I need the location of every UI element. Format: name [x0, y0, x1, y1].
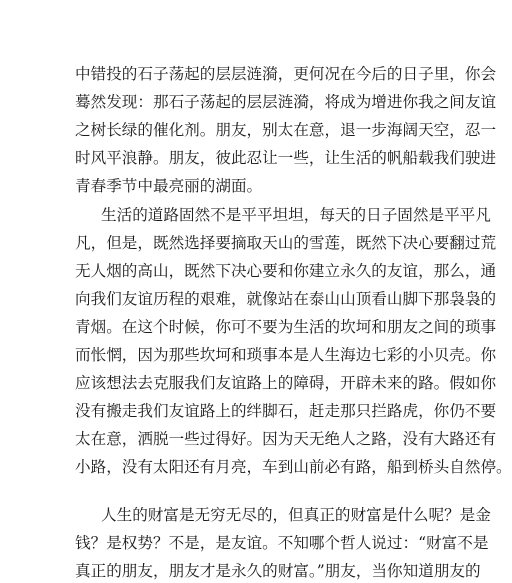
paragraph-1-line-2: 蓦然发现：那石子荡起的层层涟漪，将成为增进你我之间友谊 [75, 93, 497, 111]
paragraph-3-line-3: 真正的朋友，朋友才是永久的财富。”朋友，当你知道朋友的 [75, 562, 481, 580]
paragraph-2-line-2: 凡，但是，既然选择要摘取天山的雪莲，既然下决心要翻过荒 [75, 234, 497, 252]
paragraph-1-line-5: 青春季节中最亮丽的湖面。 [75, 177, 263, 195]
paragraph-2-line-5: 青烟。在这个时候，你可不要为生活的坎坷和朋友之间的琐事 [75, 318, 497, 336]
paragraph-2-line-10: 小路，没有太阳还有月亮，车到山前必有路，船到桥头自然停。 [75, 458, 512, 476]
paragraph-2-line-3: 无人烟的高山，既然下决心要和你建立永久的友谊，那么，通 [75, 262, 497, 280]
paragraph-1-line-1: 中错投的石子荡起的层层涟漪，更何况在今后的日子里，你会 [75, 65, 497, 83]
paragraph-2-line-7: 应该想法去克服我们友谊路上的障碍，开辟未来的路。假如你 [75, 374, 497, 392]
paragraph-3-line-2: 钱？是权势？不是，是友谊。不知哪个哲人说过：“财富不是 [75, 534, 489, 552]
paragraph-2-line-9: 太在意，洒脱一些过得好。因为天无绝人之路，没有大路还有 [75, 430, 497, 448]
paragraph-2-line-8: 没有搬走我们友谊路上的绊脚石，赶走那只拦路虎，你仍不要 [75, 402, 497, 420]
paragraph-2-line-1: 生活的道路固然不是平平坦坦，每天的日子固然是平平凡 [101, 206, 491, 224]
paragraph-1-line-3: 之树长绿的催化剂。朋友，别太在意，退一步海阔天空，忍一 [75, 121, 497, 139]
paragraph-1-line-4: 时风平浪静。朋友，彼此忍让一些，让生活的帆船载我们驶进 [75, 149, 497, 167]
paragraph-2-line-6: 而怅惘，因为那些坎坷和琐事本是人生海边七彩的小贝壳。你 [75, 346, 497, 364]
paragraph-2-line-4: 向我们友谊历程的艰难，就像站在泰山山顶看山脚下那袅袅的 [75, 290, 497, 308]
paragraph-3-line-1: 人生的财富是无穷无尽的，但真正的财富是什么呢？是金 [101, 506, 491, 524]
